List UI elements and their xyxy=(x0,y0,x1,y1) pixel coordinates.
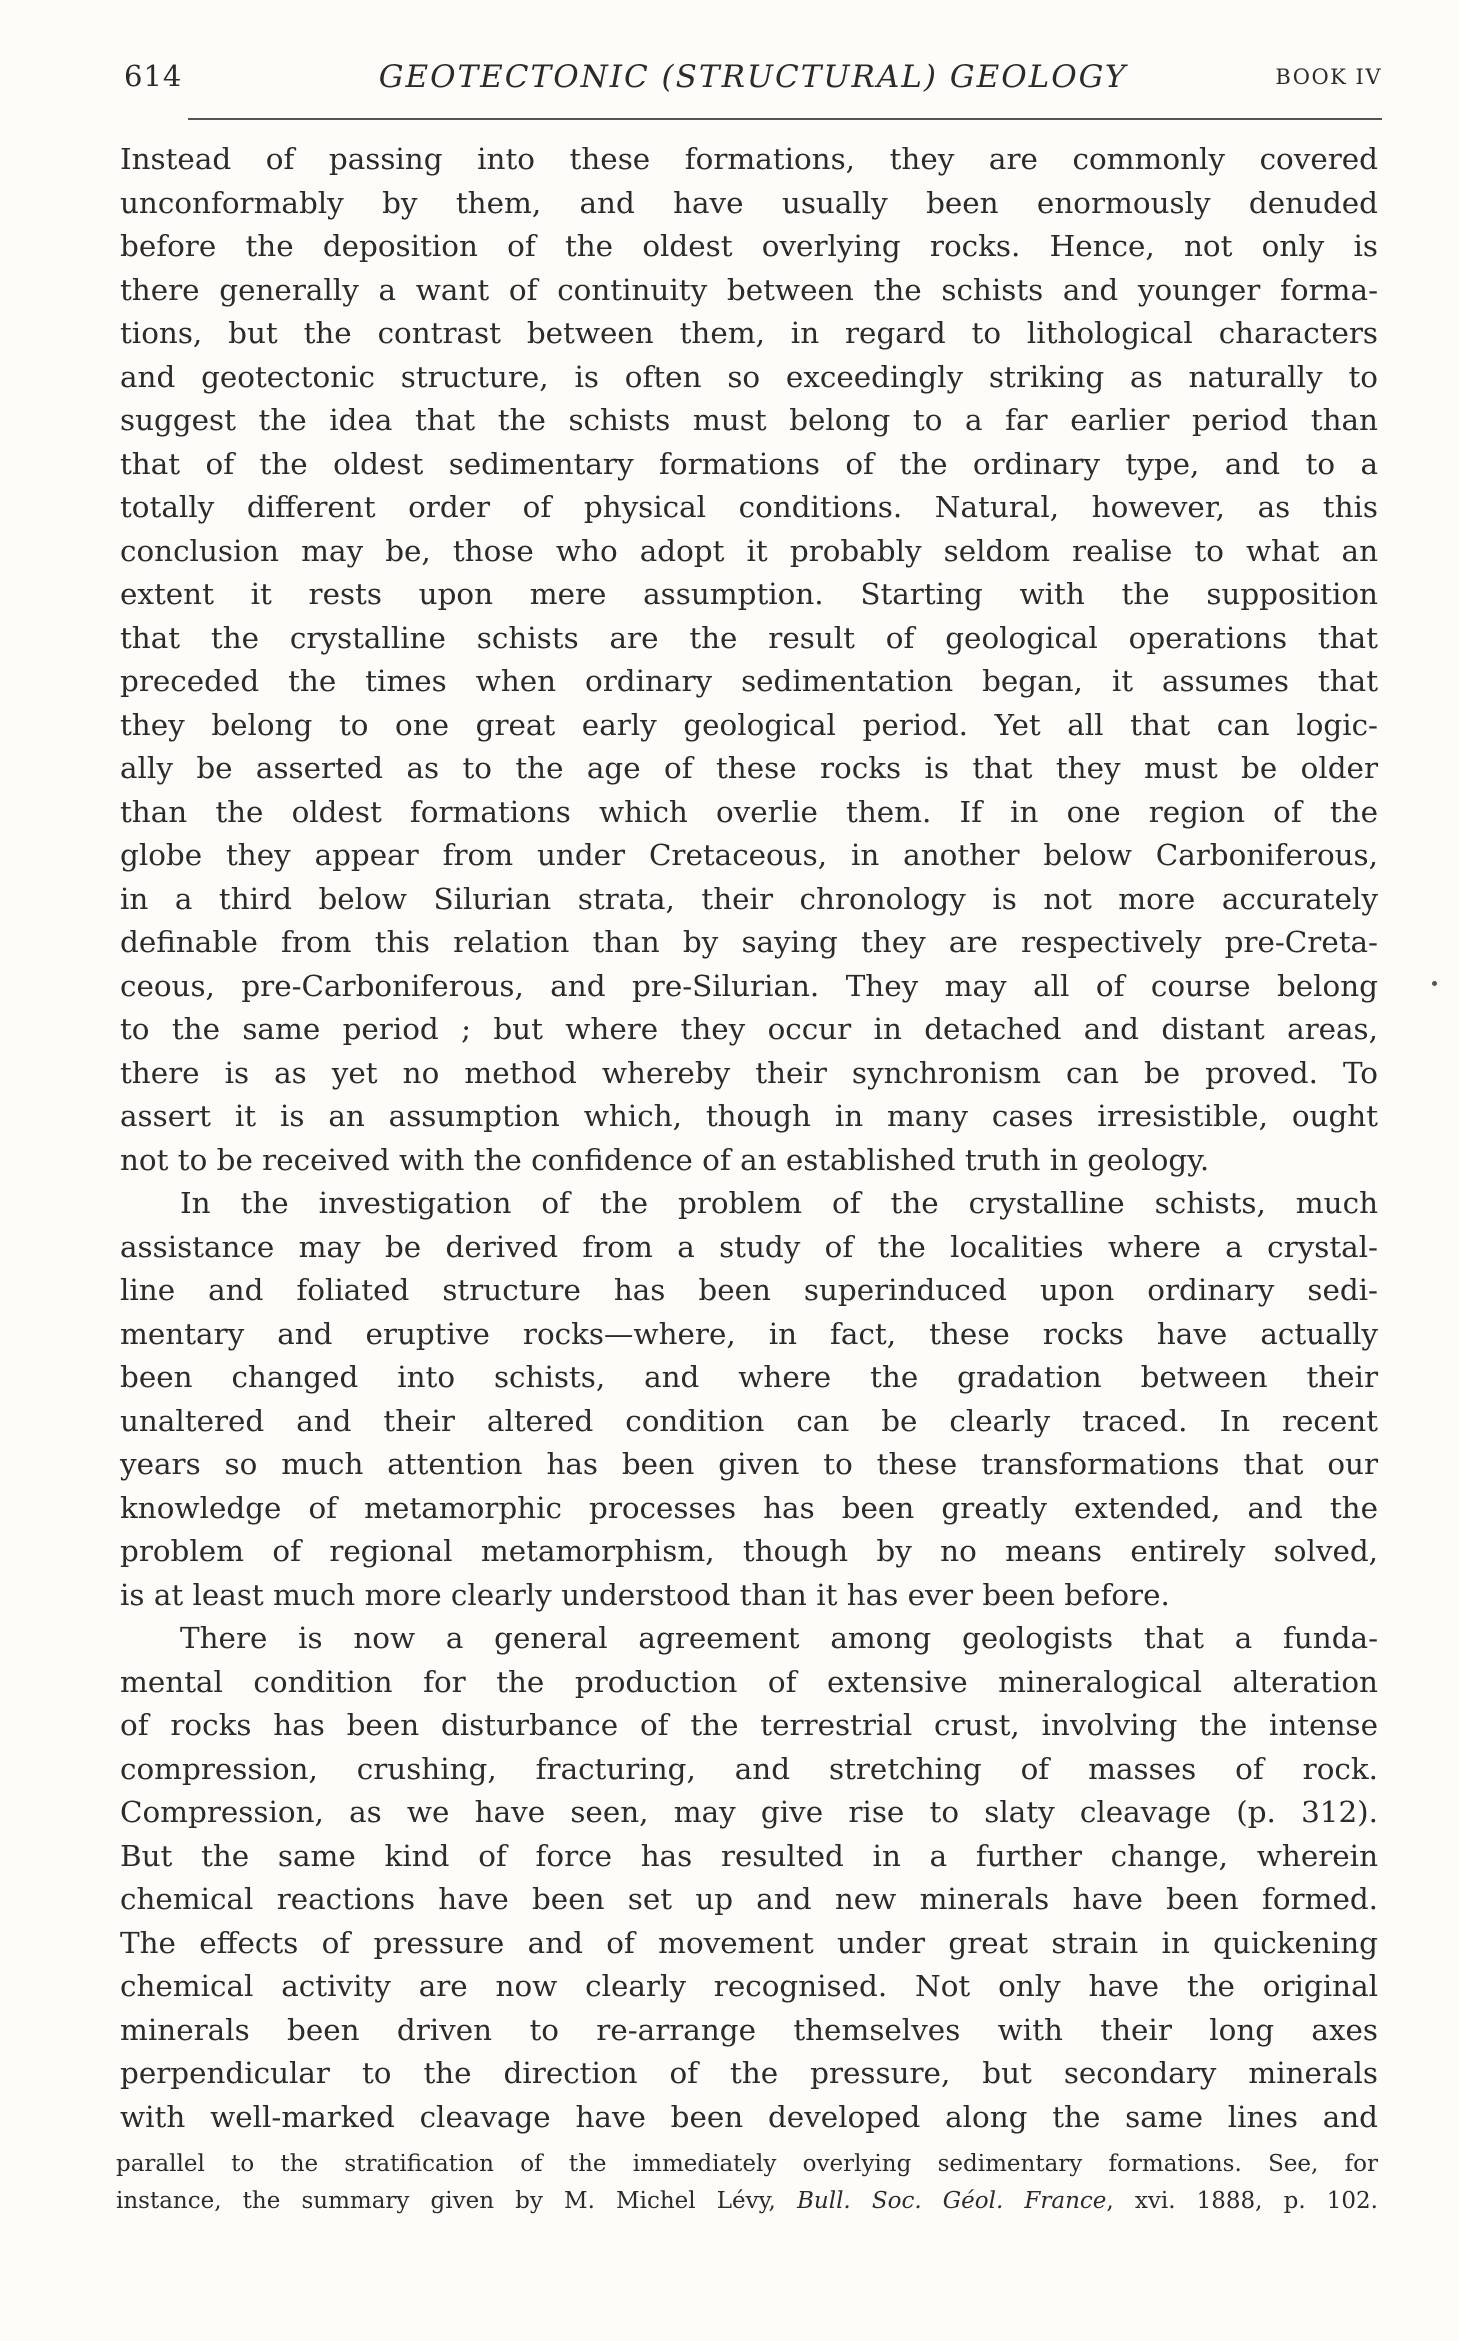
page-number: 614 xyxy=(124,59,183,93)
text-line: chemical activity are now clearly recognised. Not only have the original xyxy=(120,1969,1378,2003)
text-line: unaltered and their altered condition can be clearly traced. In recent xyxy=(120,1403,1378,1438)
running-title: GEOTECTONIC (STRUCTURAL) GEOLOGY xyxy=(378,59,1128,95)
text-line: perpendicular to the direction of the pressure, but secondary minerals xyxy=(120,2056,1378,2090)
footnote-line xyxy=(116,2183,1378,2220)
text-line: that the crystalline schists are the result of geological operations that xyxy=(120,620,1378,655)
text-line: definable from this relation than by saying they are respectively pre-Creta- xyxy=(120,925,1378,959)
text-line: There is now a general agreement among geologists that a funda- xyxy=(180,1621,1378,1655)
running-head xyxy=(124,55,1382,105)
text-line: chemical reactions have been set up and new minerals have been formed. xyxy=(120,1882,1378,1916)
text-line: been changed into schists, and where the gradation between their xyxy=(120,1360,1378,1394)
text-line: that of the oldest sedimentary formations of the ordinary type, and to a xyxy=(120,446,1378,481)
text-line: Instead of passing into these formations, they are commonly covered xyxy=(120,142,1378,176)
text-line: mentary and eruptive rocks—where, in fact, these rocks have actually xyxy=(120,1316,1378,1351)
text-line: extent it rests upon mere assumption. Starting with the supposition xyxy=(120,577,1378,611)
text-line: assert it is an assumption which, though in many cases irresistible, ought xyxy=(120,1099,1378,1133)
text-line: assistance may be derived from a study of the localities where a crystal- xyxy=(120,1229,1378,1264)
text-line: totally different order of physical conditions. Natural, however, as this xyxy=(120,490,1378,524)
book-label: BOOK IV xyxy=(1275,65,1382,89)
text-line: with well-marked cleavage have been developed along the same lines and xyxy=(120,2099,1378,2134)
text-line: problem of regional metamorphism, though by no means entirely solved, xyxy=(120,1534,1378,1568)
text-line: Compression, as we have seen, may give rise to slaty cleavage (p. 312). xyxy=(120,1795,1378,1829)
text-line: But the same kind of force has resulted in a further change, wherein xyxy=(120,1838,1378,1873)
text-line: years so much attention has been given to these transformations that our xyxy=(120,1447,1378,1481)
text-line: mental condition for the production of extensive mineralogical alteration xyxy=(120,1664,1378,1699)
footnote-text: , xvi. 1888, p. 102. xyxy=(1106,2188,1378,2214)
journal-citation: Bull. Soc. Géol. France xyxy=(797,2188,1107,2214)
footnote-text: instance, the summary given by M. Michel Lévy, xyxy=(116,2188,797,2214)
text-line: is at least much more clearly understood than it has ever been before. xyxy=(120,1577,1170,1612)
text-line: they belong to one great early geological period. Yet all that can logic- xyxy=(120,707,1378,742)
text-line: suggest the idea that the schists must belong to a far earlier period than xyxy=(120,403,1378,437)
text-line: in a third below Silurian strata, their chronology is not more accurately xyxy=(120,881,1378,916)
footnote xyxy=(116,2146,1378,2220)
text-line: of rocks has been disturbance of the terrestrial crust, involving the intense xyxy=(120,1708,1378,1742)
margin-mark xyxy=(1432,981,1437,986)
text-line: The effects of pressure and of movement under great strain in quickening xyxy=(120,1925,1378,1960)
text-line: conclusion may be, those who adopt it probably seldom realise to what an xyxy=(120,533,1378,568)
footnote-line: parallel to the stratification of the immediately overlying sedimentary formations. See, for xyxy=(116,2151,1378,2177)
text-line: tions, but the contrast between them, in regard to lithological characters xyxy=(120,316,1378,350)
text-line: ceous, pre-Carboniferous, and pre-Silurian. They may all of course belong xyxy=(120,968,1378,1003)
text-line: there is as yet no method whereby their synchronism can be proved. To xyxy=(120,1055,1378,1090)
text-line: minerals been driven to re-arrange themselves with their long axes xyxy=(120,2012,1378,2047)
text-line: preceded the times when ordinary sedimentation began, it assumes that xyxy=(120,664,1378,698)
text-line: unconformably by them, and have usually been enormously denuded xyxy=(120,185,1378,220)
text-line: before the deposition of the oldest overlying rocks. Hence, not only is xyxy=(120,229,1378,263)
text-line: compression, crushing, fracturing, and stretching of masses of rock. xyxy=(120,1751,1378,1786)
text-line: not to be received with the confidence of an established truth in geology. xyxy=(120,1142,1210,1177)
text-line: there generally a want of continuity between the schists and younger forma- xyxy=(120,272,1378,307)
text-line: and geotectonic structure, is often so exceedingly striking as naturally to xyxy=(120,359,1378,394)
header-rule xyxy=(188,118,1382,120)
text-line: ally be asserted as to the age of these rocks is that they must be older xyxy=(120,751,1378,785)
text-line: than the oldest formations which overlie them. If in one region of the xyxy=(120,794,1378,829)
body-text xyxy=(120,138,1378,2139)
text-line: globe they appear from under Cretaceous, in another below Carboniferous, xyxy=(120,838,1378,872)
text-line: line and foliated structure has been superinduced upon ordinary sedi- xyxy=(120,1273,1378,1307)
text-line: to the same period ; but where they occur in detached and distant areas, xyxy=(120,1012,1378,1046)
text-line: In the investigation of the problem of the crystalline schists, much xyxy=(180,1186,1378,1220)
text-line: knowledge of metamorphic processes has been greatly extended, and the xyxy=(120,1490,1378,1525)
